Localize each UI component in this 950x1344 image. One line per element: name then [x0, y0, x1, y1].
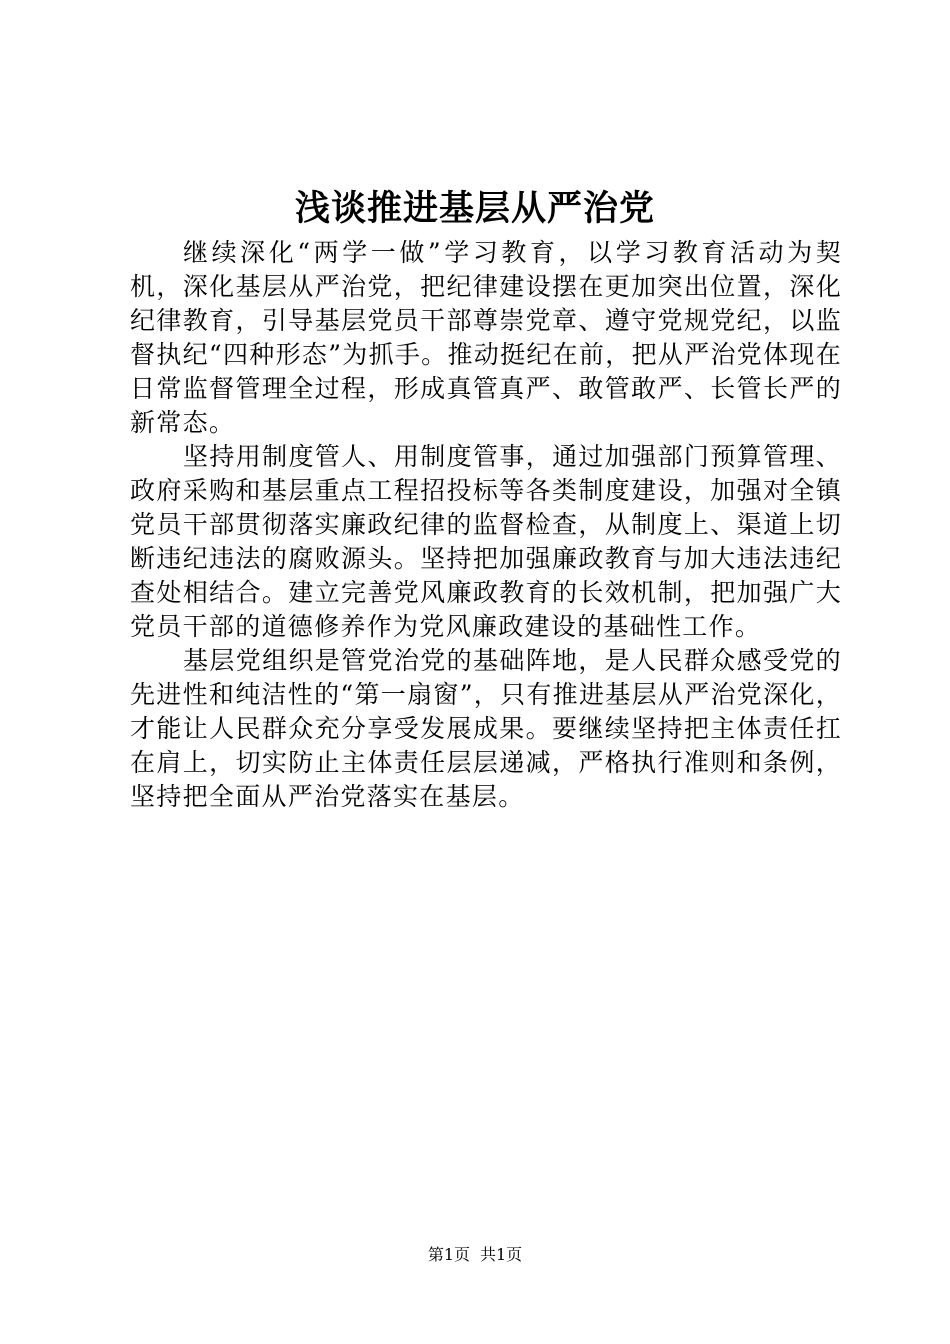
paragraph-3: 基层党组织是管党治党的基础阵地，是人民群众感受党的先进性和纯洁性的“第一扇窗”，只有推进基层从严治党深化，才能让人民群众充分享受发展成果。要继续坚持把主体责任扛在肩上，切实防止主体责任层层递减，严格执行准则和条例，坚持把全面从严治党落实在基层。 — [130, 646, 842, 811]
paragraph-1: 继续深化“两学一做”学习教育，以学习教育活动为契机，深化基层从严治党，把纪律建设摆在更加突出位置，深化纪律教育，引导基层党员干部尊崇党章、遵守党规党纪，以监督执纪“四种形态”为抓手。推动挺纪在前，把从严治党体现在日常监督管理全过程，形成真管真严、敢管敢严、长管长严的新常态。 — [130, 238, 842, 437]
page-footer — [0, 1245, 950, 1265]
page-total: 共1页 — [480, 1245, 523, 1264]
paragraph-2: 坚持用制度管人、用制度管事，通过加强部门预算管理、政府采购和基层重点工程招投标等各类制度建设，加强对全镇党员干部贯彻落实廉政纪律的监督检查，从制度上、渠道上切断违纪违法的腐败源头。坚持把加强廉政教育与加大违法违纪查处相结合。建立完善党风廉政教育的长效机制，把加强广大党员干部的道德修养作为党风廉政建设的基础性工作。 — [130, 442, 842, 641]
page-number: 第1页 — [427, 1245, 470, 1264]
document-title: 浅谈推进基层从严治党 — [294, 189, 655, 229]
document-body — [130, 236, 842, 814]
